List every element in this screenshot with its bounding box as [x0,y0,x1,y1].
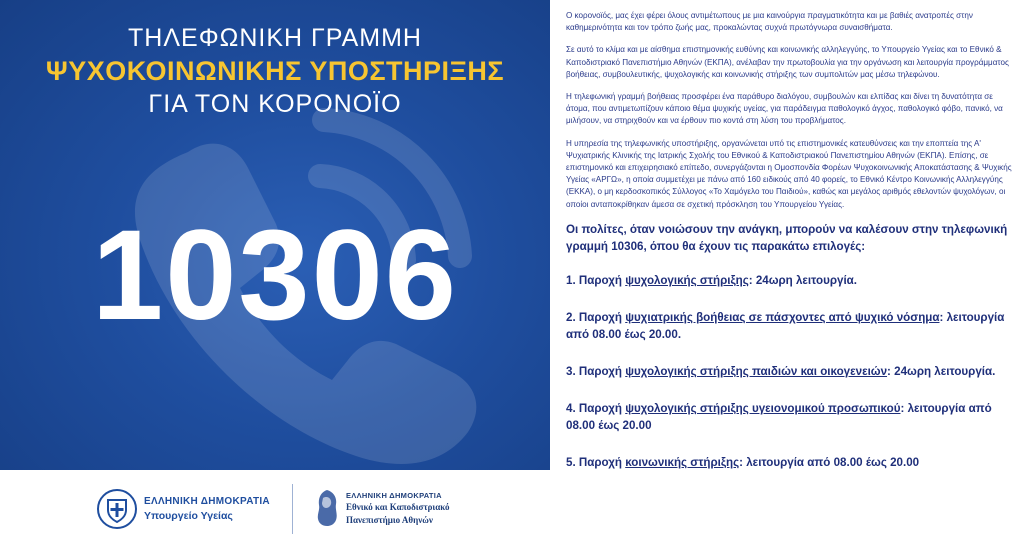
option-suffix: : λειτουργία από 08.00 έως 20.00. [566,310,1005,341]
university-logo [314,488,449,528]
option-item-4 [566,400,1016,434]
option-item-3 [566,363,1016,380]
option-item-5 [566,454,1016,471]
option-prefix: 1. Παροχή [566,273,626,287]
option-prefix: 2. Παροχή [566,310,626,324]
ministry-line1: ΕΛΛΗΝΙΚΗ ΔΗΜΟΚΡΑΤΙΑ [144,496,270,507]
option-suffix: : 24ωρη λειτουργία. [887,364,996,378]
ministry-line2: Υπουργείο Υγείας [144,510,233,522]
option-link[interactable]: ψυχολογικής στήριξης παιδιών και οικογενειών [625,364,888,378]
option-suffix: : λειτουργία από 08.00 έως 20.00 [739,455,920,469]
article-paragraph-3: Η τηλεφωνική γραμμή βοήθειας προσφέρει ένα παράθυρο διαλόγου, συμβουλών και ελπίδας και δίνει τη δυνατότητα σε άτομα, που αντιμετωπίζουν κάποιο θέμα ψυχικής υγείας, για παράδειγμα παθολογικό άγχος, παθολογικό φόβο, πανικό, να μιλήσουν, να στηριχθούν και να έρθουν πιο κοντά στη λύση του προβλήματος. [566,92,1003,126]
poster-title-line2: ΨΥΧΟΚΟΙΝΩΝΙΚΗΣ ΥΠΟΣΤΗΡΙΞΗΣ [45,56,505,86]
poster-title-line1: ΤΗΛΕΦΩΝΙΚΗ ΓΡΑΜΜΗ [128,24,422,52]
options-intro: Οι πολίτες, όταν νοιώσουν την ανάγκη, μπορούν να καλέσουν στην τηλεφωνική γραμμή 10306, όπου θα έχουν τις παρακάτω επιλογές: [566,222,1008,253]
article-paragraph-4: Η υπηρεσία της τηλεφωνικής υποστήριξης, οργανώνεται υπό τις επιστημονικές κατευθύνσεις και την εποπτεία της Α' Ψυχιατρικής Κλινικής της Ιατρικής Σχολής του Εθνικού & Καποδιστριακού Πανεπιστημίου Αθηνών (ΕΚΠΑ). Επίσης, σε επιστημονικό και επιχειρησιακό επίπεδο, συνεργάζονται η Ομοσπονδία Φορέων Ψυχοκοινωνικής Αποκατάστασης & Ψυχικής Υγείας «ΑΡΓΩ», η οποία συμμετέχει με πάνω από 160 ειδικούς από 40 φορείς, το Εθνικό Κέντρο Κοινωνικής Αλληλεγγύης (ΕΚΚΑ), ο μη κερδοσκοπικός Σύλλογος «Το Χαμόγελο του Παιδιού», καθώς και μεγάλος αριθμός εθελοντών ψυχολόγων, οι οποίοι ανταποκρίθηκαν άμεσα σε σχετική πρόσκληση του Υπουργείου Υγείας. [566,138,1012,209]
option-prefix: 3. Παροχή [566,364,626,378]
poster-title-line3: ΓΙΑ ΤΟΝ ΚΟΡΟΝΟΪΟ [148,90,402,118]
university-line3: Πανεπιστήμιο Αθηνών [346,514,433,525]
hotline-number: 10306 [92,204,458,347]
poster-blue-panel [0,0,550,470]
logos-bar [0,470,550,549]
logo-divider [292,484,293,534]
university-line1: ΕΛΛΗΝΙΚΗ ΔΗΜΟΚΡΑΤΙΑ [346,491,442,501]
university-line2: Εθνικό και Καποδιστριακό [346,502,450,513]
article-paragraph-2: Σε αυτό το κλίμα και με αίσθημα επιστημονικής ευθύνης και κοινωνικής αλληλεγγύης, το Υπουργείο Υγείας και το Εθνικό & Καποδιστριακό Πανεπιστήμιο Αθηνών (ΕΚΠΑ), ανέλαβαν την πρωτοβουλία για την οργάνωση και λειτουργία προγράμματος βοήθειας, συμβουλευτικής, ψυχολογικής και κοινωνικής στήριξης των συμπολιτών μας μέσω τηλεφώνου. [566,45,1009,79]
option-link[interactable]: ψυχολογικής στήριξης [625,273,749,287]
option-link[interactable]: ψυχολογικής στήριξης υγειονομικού προσωπικού [625,401,901,415]
option-link[interactable]: ψυχιατρικής βοήθειας σε πάσχοντες από ψυχικό νόσημα [625,310,940,324]
option-prefix: 4. Παροχή [566,401,626,415]
ministry-logo [96,488,270,530]
option-suffix: : λειτουργία από 08.00 έως 20.00 [566,401,992,432]
option-item-1 [566,272,1016,289]
option-link[interactable]: κοινωνικής στήριξης [625,455,740,469]
athena-emblem-icon [314,488,340,528]
article-paragraph-1: Ο κορονοϊός, μας έχει φέρει όλους αντιμέτωπους με μια καινούργια πραγματικότητα και με βαθιές ανατροπές στην καθημερινότητα και τον τρόπο ζωής μας, προκαλώντας συχνά πρωτόγνωρα συναισθήματα. [566,11,973,33]
option-item-2 [566,309,1016,343]
article-text [566,10,1016,491]
greek-emblem-icon [96,488,138,530]
option-suffix: : 24ωρη λειτουργία. [748,273,858,287]
option-prefix: 5. Παροχή [566,455,626,469]
